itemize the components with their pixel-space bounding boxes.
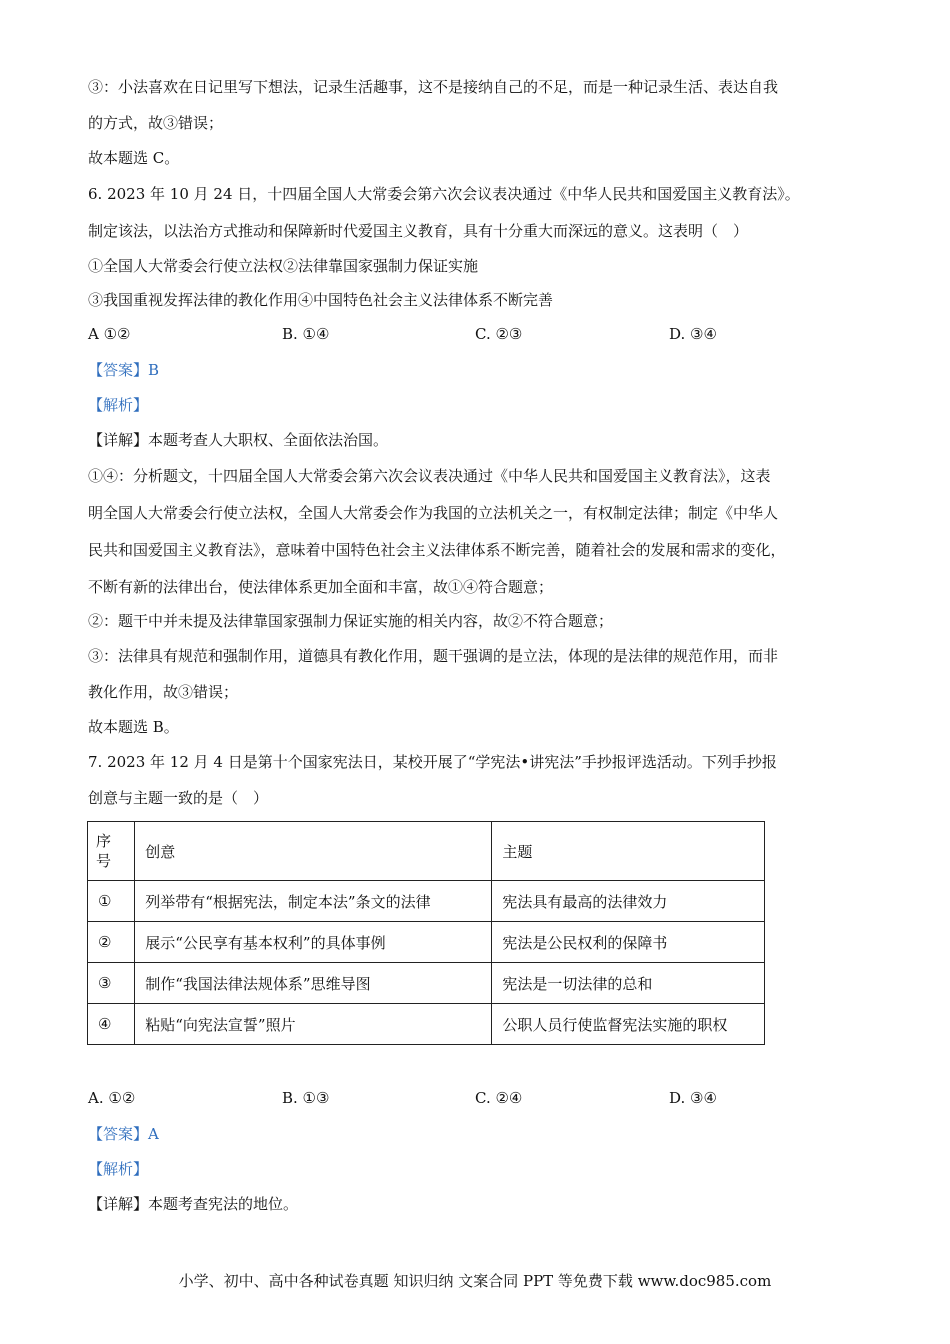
table-row [88, 881, 765, 922]
table-cell: ① [88, 881, 135, 922]
conclusion-line: 故本题选 C。 [88, 149, 180, 167]
detail-line: 不断有新的法律出台，使法律体系更加全面和丰富，故①④符合题意； [88, 578, 554, 596]
table-row [88, 922, 765, 963]
table-cell: 粘贴“向宪法宣誓”照片 [135, 1004, 492, 1045]
option-b: B. ①③ [282, 1089, 330, 1107]
option-d: D. ③④ [669, 325, 717, 343]
option-d: D. ③④ [669, 1089, 717, 1107]
table-header-cell: 创意 [135, 822, 492, 881]
table-header-cell: 主题 [492, 822, 765, 881]
question-6-statements: ③我国重视发挥法律的教化作用④中国特色社会主义法律体系不断完善 [88, 291, 554, 309]
answer-bracket-text: 【答案】B [88, 361, 160, 379]
answer-label: 【答案】A [88, 1125, 159, 1143]
detail-line: ②：题干中并未提及法律靠国家强制力保证实施的相关内容，故②不符合题意； [88, 612, 614, 630]
table-cell: 列举带有“根据宪法，制定本法”条文的法律 [135, 881, 492, 922]
answer-label [88, 360, 159, 380]
page-footer: 小学、初中、高中各种试卷真题 知识归纳 文案合同 PPT 等免费下载 www.doc985.com [178, 1272, 772, 1290]
detail-line: ①④：分析题文，十四届全国人大常委会第六次会议表决通过《中华人民共和国爱国主义教育法》，这表 [88, 467, 771, 485]
analysis-label: 【解析】 [88, 396, 149, 414]
option-c: C. ②④ [475, 1089, 523, 1107]
table-cell: ③ [88, 963, 135, 1004]
analysis-label: 【解析】 [88, 1160, 149, 1178]
question-6-statements: ①全国人大常委会行使立法权②法律靠国家强制力保证实施 [88, 257, 479, 275]
option-b: B. ①④ [282, 325, 330, 343]
table-cell: 展示“公民享有基本权利”的具体事例 [135, 922, 492, 963]
detail-line: ③：法律具有规范和强制作用，道德具有教化作用，题干强调的是立法，体现的是法律的规范作用，而非 [88, 647, 779, 665]
option-c: C. ②③ [475, 325, 523, 343]
table-row [88, 963, 765, 1004]
explanation-line: ③：小法喜欢在日记里写下想法，记录生活趣事，这不是接纳自己的不足，而是一种记录生活、表达自我 [88, 78, 779, 96]
table-cell: 制作“我国法律法规体系”思维导图 [135, 963, 492, 1004]
detail-line: 【详解】本题考查人大职权、全面依法治国。 [88, 431, 389, 449]
question-6-stem: 6. 2023 年 10 月 24 日，十四届全国人大常委会第六次会议表决通过《中华人民共和国爱国主义教育法》。 [88, 185, 800, 203]
explanation-line: 的方式，故③错误； [88, 114, 224, 132]
table-cell: 公职人员行使监督宪法实施的职权 [492, 1004, 765, 1045]
option-a: A ①② [88, 325, 131, 343]
table-header-row [88, 822, 765, 881]
question-7-stem: 创意与主题一致的是（ ） [88, 789, 269, 807]
table-cell: 宪法是公民权利的保障书 [492, 922, 765, 963]
table-cell: ④ [88, 1004, 135, 1045]
question-7-stem: 7. 2023 年 12 月 4 日是第十个国家宪法日，某校开展了“学宪法•讲宪法”手抄报评选活动。下列手抄报 [88, 753, 777, 771]
table-header-cell [88, 822, 135, 881]
header-seq: 序号 [96, 832, 112, 870]
detail-line: 教化作用，故③错误； [88, 683, 239, 701]
table-cell: ② [88, 922, 135, 963]
option-a: A. ①② [88, 1089, 136, 1107]
question-6-stem: 制定该法，以法治方式推动和保障新时代爱国主义教育，具有十分重大而深远的意义。这表明（ ） [88, 222, 749, 240]
detail-line: 民共和国爱国主义教育法》，意味着中国特色社会主义法律体系不断完善，随着社会的发展和需求的变化， [88, 541, 786, 559]
table-row [88, 1004, 765, 1045]
table-cell: 宪法是一切法律的总和 [492, 963, 765, 1004]
table-cell: 宪法具有最高的法律效力 [492, 881, 765, 922]
comparison-table [87, 821, 765, 1045]
conclusion-line: 故本题选 B。 [88, 718, 179, 736]
detail-line: 【详解】本题考查宪法的地位。 [88, 1195, 299, 1213]
detail-line: 明全国人大常委会行使立法权，全国人大常委会作为我国的立法机关之一，有权制定法律；制定《中华人 [88, 504, 779, 522]
